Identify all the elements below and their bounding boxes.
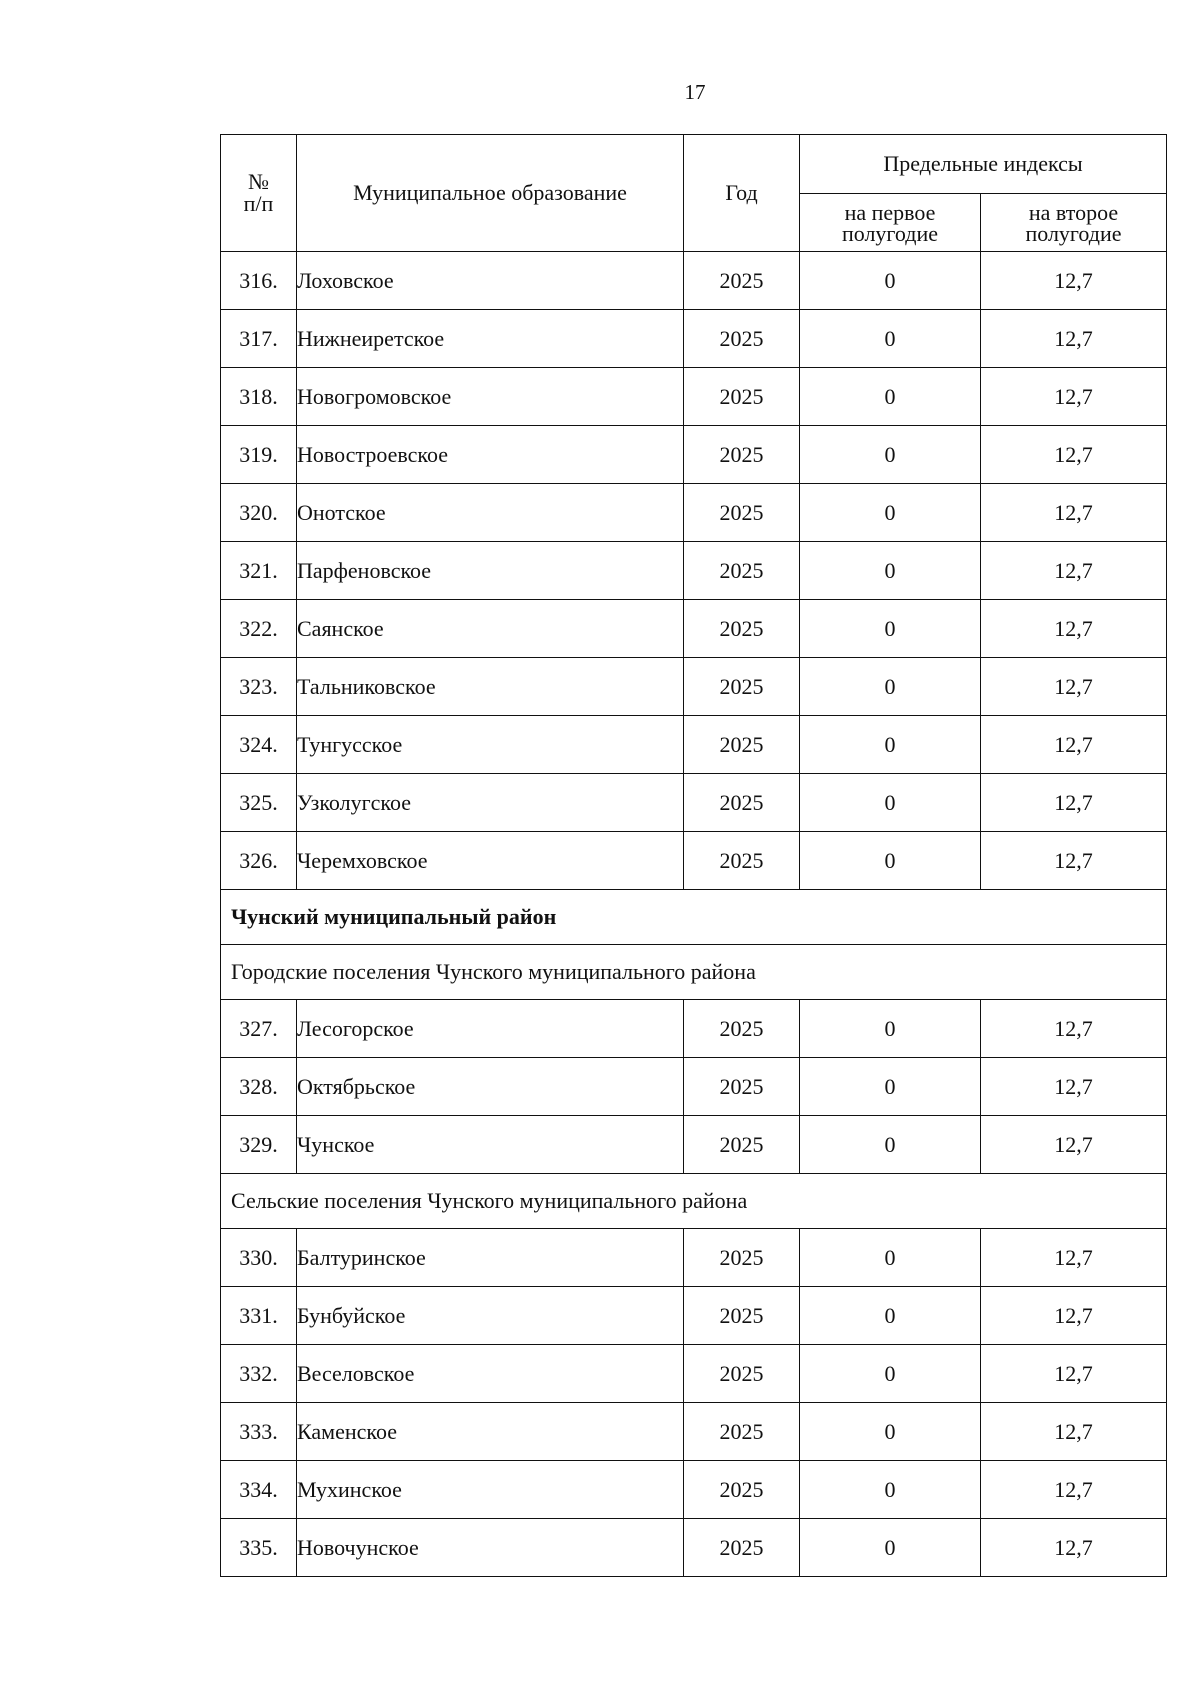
header-limits: Предельные индексы — [800, 135, 1167, 194]
row-number: 321. — [221, 542, 297, 600]
table-row — [221, 1116, 1167, 1174]
table-header-row — [221, 135, 1167, 194]
row-number: 333. — [221, 1403, 297, 1461]
header-second-half-line2: полугодие — [1025, 220, 1122, 246]
row-number: 331. — [221, 1287, 297, 1345]
row-year: 2025 — [684, 1461, 800, 1519]
row-year: 2025 — [684, 484, 800, 542]
row-second-half: 12,7 — [981, 1403, 1167, 1461]
row-municipality: Новочунское — [297, 1519, 684, 1577]
row-second-half: 12,7 — [981, 1229, 1167, 1287]
section-row-urban — [221, 945, 1167, 1000]
row-first-half: 0 — [800, 1403, 981, 1461]
row-municipality: Тальниковское — [297, 658, 684, 716]
table-row — [221, 1403, 1167, 1461]
row-second-half: 12,7 — [981, 716, 1167, 774]
row-first-half: 0 — [800, 1345, 981, 1403]
row-year: 2025 — [684, 542, 800, 600]
row-second-half: 12,7 — [981, 252, 1167, 310]
row-municipality: Веселовское — [297, 1345, 684, 1403]
row-year: 2025 — [684, 1000, 800, 1058]
header-second-half — [981, 194, 1167, 252]
table-row — [221, 832, 1167, 890]
header-first-half-line2: полугодие — [841, 220, 939, 246]
row-number: 330. — [221, 1229, 297, 1287]
row-number: 329. — [221, 1116, 297, 1174]
row-year: 2025 — [684, 716, 800, 774]
row-number: 319. — [221, 426, 297, 484]
row-first-half: 0 — [800, 368, 981, 426]
row-second-half: 12,7 — [981, 310, 1167, 368]
row-first-half: 0 — [800, 774, 981, 832]
row-year: 2025 — [684, 368, 800, 426]
row-first-half: 0 — [800, 484, 981, 542]
table-row — [221, 484, 1167, 542]
row-first-half: 0 — [800, 542, 981, 600]
row-municipality: Новостроевское — [297, 426, 684, 484]
row-municipality: Бунбуйское — [297, 1287, 684, 1345]
header-first-half — [800, 194, 981, 252]
table-row — [221, 426, 1167, 484]
table-row — [221, 1229, 1167, 1287]
row-first-half: 0 — [800, 1287, 981, 1345]
row-year: 2025 — [684, 1058, 800, 1116]
row-municipality: Нижнеиретское — [297, 310, 684, 368]
row-year: 2025 — [684, 832, 800, 890]
table-row — [221, 716, 1167, 774]
limits-table — [220, 134, 1167, 1577]
row-second-half: 12,7 — [981, 1519, 1167, 1577]
row-municipality: Тунгусское — [297, 716, 684, 774]
row-second-half: 12,7 — [981, 1058, 1167, 1116]
row-number: 317. — [221, 310, 297, 368]
row-first-half: 0 — [800, 310, 981, 368]
row-second-half: 12,7 — [981, 484, 1167, 542]
row-second-half: 12,7 — [981, 1116, 1167, 1174]
row-year: 2025 — [684, 1229, 800, 1287]
table-row — [221, 1519, 1167, 1577]
row-first-half: 0 — [800, 658, 981, 716]
row-municipality: Онотское — [297, 484, 684, 542]
row-second-half: 12,7 — [981, 600, 1167, 658]
page-number: 17 — [684, 80, 706, 104]
row-number: 325. — [221, 774, 297, 832]
row-second-half: 12,7 — [981, 368, 1167, 426]
row-number: 323. — [221, 658, 297, 716]
row-number: 322. — [221, 600, 297, 658]
section-row-district — [221, 890, 1167, 945]
header-second-half-line1: на второе — [1028, 199, 1119, 225]
row-number: 332. — [221, 1345, 297, 1403]
rural-settlements-title: Сельские поселения Чунского муниципального района — [221, 1174, 1167, 1229]
row-municipality: Чунское — [297, 1116, 684, 1174]
table-row — [221, 1461, 1167, 1519]
row-first-half: 0 — [800, 716, 981, 774]
table-row — [221, 368, 1167, 426]
row-first-half: 0 — [800, 1229, 981, 1287]
row-year: 2025 — [684, 658, 800, 716]
row-year: 2025 — [684, 310, 800, 368]
row-year: 2025 — [684, 1287, 800, 1345]
row-year: 2025 — [684, 252, 800, 310]
row-number: 316. — [221, 252, 297, 310]
table-row — [221, 1345, 1167, 1403]
row-year: 2025 — [684, 1519, 800, 1577]
row-first-half: 0 — [800, 600, 981, 658]
row-municipality: Саянское — [297, 600, 684, 658]
row-municipality: Узколугское — [297, 774, 684, 832]
table-row — [221, 600, 1167, 658]
district-title: Чунский муниципальный район — [221, 890, 1167, 945]
row-second-half: 12,7 — [981, 1461, 1167, 1519]
row-number: 335. — [221, 1519, 297, 1577]
section-row-rural — [221, 1174, 1167, 1229]
row-municipality: Мухинское — [297, 1461, 684, 1519]
row-first-half: 0 — [800, 1116, 981, 1174]
row-number: 334. — [221, 1461, 297, 1519]
row-number: 326. — [221, 832, 297, 890]
row-first-half: 0 — [800, 832, 981, 890]
row-year: 2025 — [684, 1116, 800, 1174]
row-number: 324. — [221, 716, 297, 774]
row-year: 2025 — [684, 426, 800, 484]
row-year: 2025 — [684, 1403, 800, 1461]
row-first-half: 0 — [800, 1000, 981, 1058]
row-municipality: Черемховское — [297, 832, 684, 890]
row-year: 2025 — [684, 774, 800, 832]
row-number: 327. — [221, 1000, 297, 1058]
row-first-half: 0 — [800, 1461, 981, 1519]
row-second-half: 12,7 — [981, 1287, 1167, 1345]
table-row — [221, 1000, 1167, 1058]
table-row — [221, 252, 1167, 310]
row-municipality: Каменское — [297, 1403, 684, 1461]
row-number: 318. — [221, 368, 297, 426]
table-row — [221, 774, 1167, 832]
row-second-half: 12,7 — [981, 426, 1167, 484]
row-first-half: 0 — [800, 1519, 981, 1577]
table-row — [221, 310, 1167, 368]
row-municipality: Лесогорское — [297, 1000, 684, 1058]
table-row — [221, 658, 1167, 716]
table-row — [221, 542, 1167, 600]
row-second-half: 12,7 — [981, 1345, 1167, 1403]
row-municipality: Октябрьское — [297, 1058, 684, 1116]
row-second-half: 12,7 — [981, 774, 1167, 832]
row-year: 2025 — [684, 600, 800, 658]
row-first-half: 0 — [800, 252, 981, 310]
urban-settlements-title: Городские поселения Чунского муниципального района — [221, 945, 1167, 1000]
table-row — [221, 1058, 1167, 1116]
row-number: 328. — [221, 1058, 297, 1116]
header-first-half-line1: на первое — [844, 199, 936, 225]
row-first-half: 0 — [800, 1058, 981, 1116]
row-first-half: 0 — [800, 426, 981, 484]
header-number-line1: № — [248, 169, 269, 194]
row-second-half: 12,7 — [981, 542, 1167, 600]
row-municipality: Лоховское — [297, 252, 684, 310]
header-number — [221, 135, 297, 252]
row-second-half: 12,7 — [981, 1000, 1167, 1058]
row-municipality: Новогромовское — [297, 368, 684, 426]
row-year: 2025 — [684, 1345, 800, 1403]
row-municipality: Балтуринское — [297, 1229, 684, 1287]
row-number: 320. — [221, 484, 297, 542]
row-second-half: 12,7 — [981, 658, 1167, 716]
header-year: Год — [684, 135, 800, 252]
table-row — [221, 1287, 1167, 1345]
row-second-half: 12,7 — [981, 832, 1167, 890]
row-municipality: Парфеновское — [297, 542, 684, 600]
header-municipality: Муниципальное образование — [297, 135, 684, 252]
header-number-line2: п/п — [243, 191, 274, 216]
